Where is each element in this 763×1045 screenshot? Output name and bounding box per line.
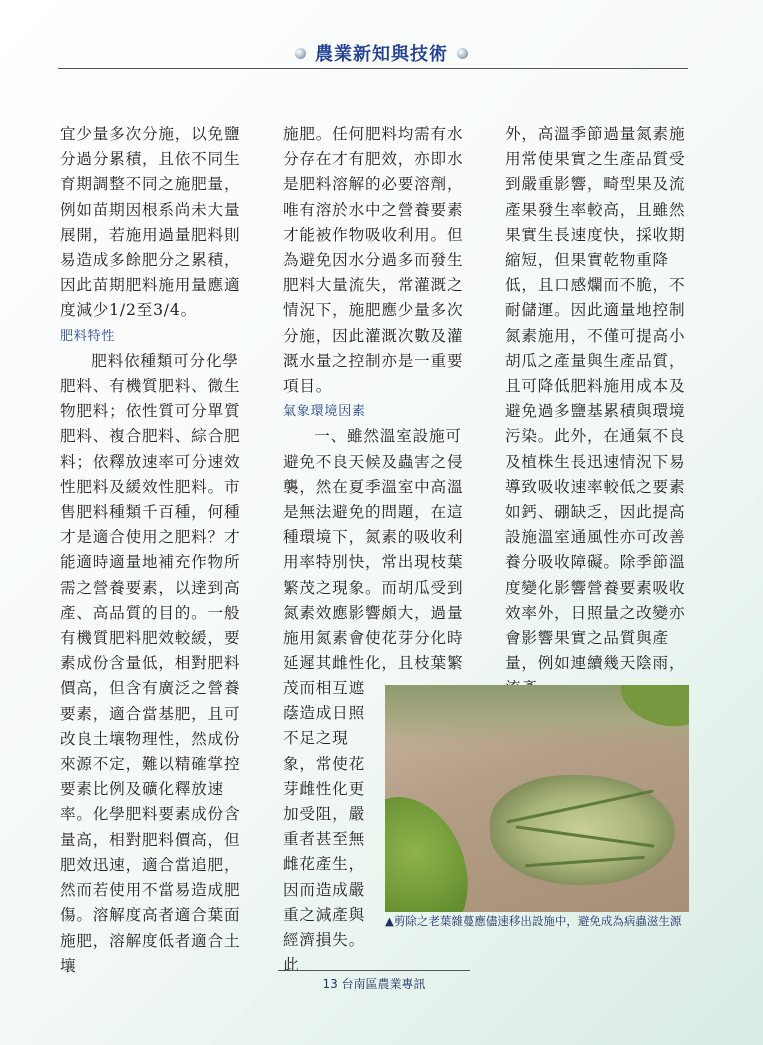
bullet-right-icon <box>457 48 468 59</box>
paragraph: 施肥。任何肥料均需有水分存在才有肥效，亦即水是肥料溶解的必要溶劑，唯有溶於水中之營養要素才能被作物吸收利用。但為避免因水分過多而發生肥料大量流失，常灌溉之情況下，施肥應少量多次分施，因此灌溉次數及灌溉水量之控制亦是一重要項目。 <box>283 125 464 396</box>
paragraph: 宜少量多次分施，以免鹽分過分累積，且依不同生育期調整不同之施肥量，例如苗期因根系尚未大量展開，若施用過量肥料則易造成多餘肥分之累積，因此苗期肥料施用量應適度減少1/2至3/4。 <box>60 125 241 320</box>
photo-pruned-leaves <box>385 685 689 912</box>
bullet-left-icon <box>295 48 306 59</box>
column-2 <box>283 122 469 676</box>
column-1 <box>60 122 246 979</box>
paragraph: 一、雖然溫室設施可避免不良天候及蟲害之侵襲，然在夏季溫室中高溫是無法避免的問題，在這種環境下，氮素的吸收利用率特別快，常出現枝葉繁茂之現象。而胡瓜受到氮素效應影響頗大，過量施用氮素會使花芽分化時延遲其雌性化，且枝葉繁 <box>283 427 464 673</box>
page-footer: 13 台南區農業專訊 <box>322 977 426 991</box>
paragraph: 外，高溫季節過量氮素施用常使果實之生產品質受到嚴重影響，畸型果及流產果發生率較高，且雖然果實生長速度快，採收期縮短，但果實乾物重降低，且口感爛而不脆，不耐儲運。因此適量地控制氮素施用，不僅可提高小胡瓜之產量與生產品質，且可降低肥料施用成本及避免過多鹽基累積與環境污染。此外，在通氣不良及植株生長迅速情況下易導致吸收速率較低之要素如鈣、硼缺乏，因此提高設施溫室通風性亦可改善養分吸收障礙。除季節溫度變化影響營養要素吸收效率外，日照量之改變亦會影響果實之品質與產量，例如連續幾天陰雨， <box>505 125 686 673</box>
photo-leaf <box>385 781 487 912</box>
subheading-weather-factors: 氣象環境因素 <box>283 404 366 420</box>
photo-caption: ▲剪除之老葉雜蔓應儘速移出設施中，避免成為病蟲滋生源 <box>385 914 682 928</box>
footer-divider <box>278 970 470 971</box>
header-divider <box>58 68 688 69</box>
column-3 <box>505 122 691 702</box>
paragraph: 茂而相互遮蔭造成日照不足之現象，常使花芽雌性化更加受阻，嚴重者甚至無雌花產生，因而造成嚴重之減產與經濟損失。此 <box>283 679 365 975</box>
paragraph: 肥料依種類可分化學肥料、有機質肥料、微生物肥料；依性質可分單質肥料、複合肥料、綜合肥料；依釋放速率可分速效性肥料及緩效性肥料。市售肥料種類千百種，何種才是適合使用之肥料？才能適時適量地補充作物所需之營養要素，以達到高產、高品質的目的。一般有機質肥料肥效較緩，要素成份含量低，相對肥料價高，但含有廣泛之營養要素，適合當基肥，且可改良土壤物理性，然成份來源不定，難以精確掌控要素比例及礦化釋放速率。化學肥料要素成份含量高，相對肥料價高，但肥效迅速，適合當追肥，然而若使用不當易造成肥傷。溶解度高者適合葉面施肥，溶解度低者適合土壤 <box>60 351 241 975</box>
subheading-fertilizer-properties: 肥料特性 <box>60 328 116 344</box>
section-title: 農業新知與技術 <box>315 44 448 65</box>
page-header <box>0 40 763 70</box>
column-2-wrap-text <box>283 676 371 978</box>
